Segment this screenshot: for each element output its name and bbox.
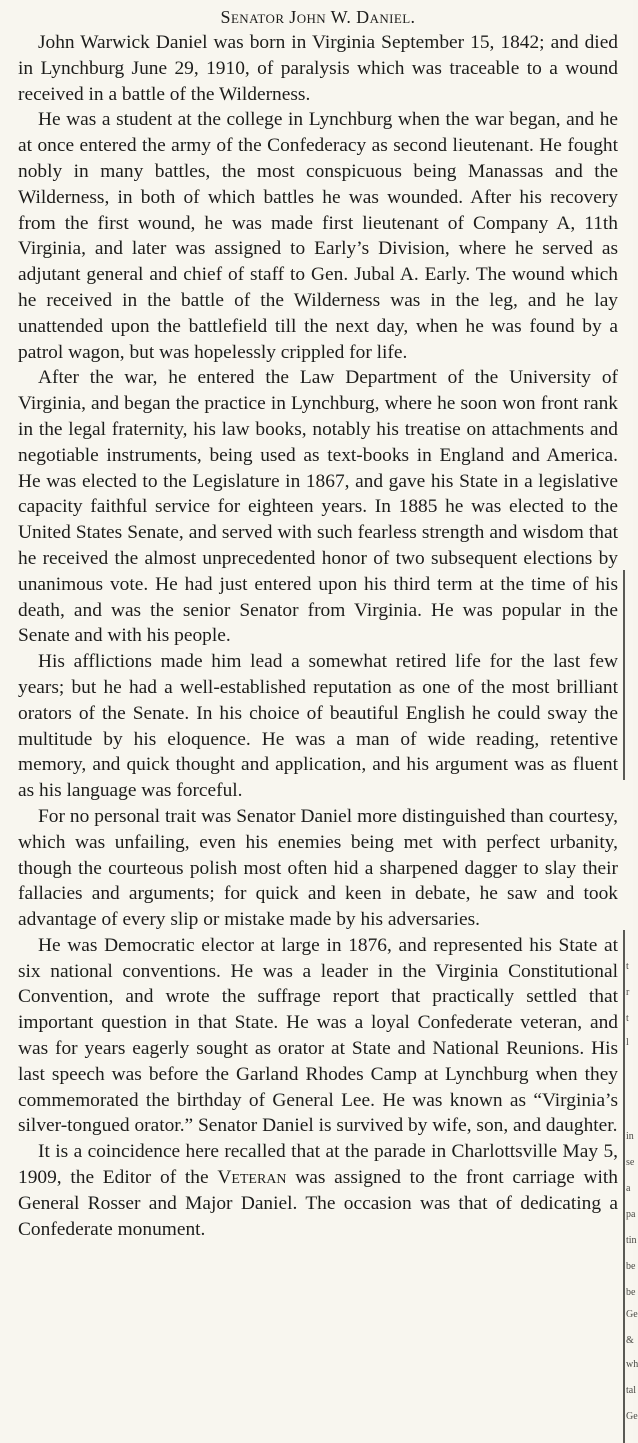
adjacent-column-gutter: [620, 0, 638, 1443]
paragraph-oratory: His afflictions made him lead a somewhat retired life for the last few years; but he had a well-established reputation as one of the most brilliant orators of the Senate. In his choice of beautiful English he could sway the multitude by his eloquence. He was a man of wide reading, retentive memory, and quick thought and application, and his argument was as fluent as his language was forceful.: [18, 651, 618, 802]
gutter-fragment: tin: [626, 1235, 637, 1246]
veteran-name: Veteran: [217, 1167, 287, 1189]
gutter-fragment: se: [626, 1157, 635, 1168]
coincidence-text-after: was assigned to the front carriage with General Rosser and Major Daniel. The occasion was that of dedicating a Confederate monument.: [18, 1167, 618, 1240]
paragraph-law-career: After the war, he entered the Law Department of the University of Virginia, and began the practice in Lynchburg, where he soon won front rank in the legal fraternity, his law books, notably his treatise on attachments and negotiable instruments, being used as text-books in England and America. He was elected to the Legislature in 1867, and gave his State in a legislative capacity faithful service for eighteen years. In 1885 he was elected to the United States Senate, and served with such fearless strength and wisdom that he received the almost unprecedented honor of two subsequent elections by unanimous vote. He had just entered upon his third term at the time of his death, and was the senior Senator from Virginia. He was popular in the Senate and with his people.: [18, 367, 618, 647]
paragraph-war-service: He was a student at the college in Lynchburg when the war began, and he at once entered the army of the Confederacy as second lieutenant. He fought nobly in many battles, the most conspicuous being Manassas and the Wilderness, in both of which battles he was wounded. After his recovery from the first wound, he was made first lieutenant of Company A, 11th Virginia, and later was assigned to Early’s Division, where he served as adjutant general and chief of staff to Gen. Jubal A. Early. The wound which he received in the battle of the Wilderness was in the leg, and he lay unattended upon the battlefield till the next day, when he was found by a patrol wagon, but was hopelessly crippled for life.: [18, 109, 618, 363]
paragraph-birth: John Warwick Daniel was born in Virginia September 15, 1842; and died in Lynchburg June 29, 1910, of paralysis which was traceable to a wound received in a battle of the Wilderness.: [18, 32, 618, 105]
column-rule-lower: [623, 930, 625, 1443]
article-title: Senator John W. Daniel.: [220, 7, 416, 27]
gutter-fragment: l: [626, 1037, 629, 1048]
gutter-fragment: Ge: [626, 1411, 638, 1422]
gutter-fragment: be: [626, 1287, 636, 1298]
column-rule-upper: [623, 570, 625, 780]
paragraph-courtesy: For no personal trait was Senator Daniel more distinguished than courtesy, which was unfailing, even his enemies being met with perfect urbanity, though the courteous polish most often hid a sharpened dagger to slay their fallacies and arguments; for quick and keen in debate, he saw and took advantage of every slip or mistake made by his adversaries.: [18, 805, 618, 931]
gutter-fragment: r: [626, 987, 630, 998]
gutter-fragment: tal: [626, 1385, 636, 1396]
gutter-fragment: Ge: [626, 1309, 638, 1320]
gutter-fragment: in: [626, 1131, 634, 1142]
gutter-fragment: pa: [626, 1209, 636, 1220]
gutter-fragment: a: [626, 1183, 631, 1194]
gutter-fragment: wh: [626, 1359, 638, 1370]
gutter-fragment: t: [626, 1013, 629, 1024]
gutter-fragment: t: [626, 961, 629, 972]
gutter-fragment: be: [626, 1261, 636, 1272]
coincidence-text-before: It is a coincidence here recalled that at the parade in Charlottsville May 5, 1909, the Editor of the: [18, 1141, 618, 1189]
gutter-fragment: &: [626, 1335, 634, 1346]
paragraph-politics: He was Democratic elector at large in 1876, and represented his State at six national conventions. He was a leader in the Virginia Constitutional Convention, and wrote the suffrage report that practically settled that important question in that State. He was a loyal Confederate veteran, and was for years eagerly sought as orator at State and National Reunions. His last speech was before the Garland Rhodes Camp at Lynchburg when they commemorated the birthday of General Lee. He was known as “Virginia’s silver-tongued orator.” Senator Daniel is survived by wife, son, and daughter.: [18, 934, 618, 1137]
paragraph-coincidence: [18, 1139, 618, 1242]
article: [18, 4, 618, 1242]
